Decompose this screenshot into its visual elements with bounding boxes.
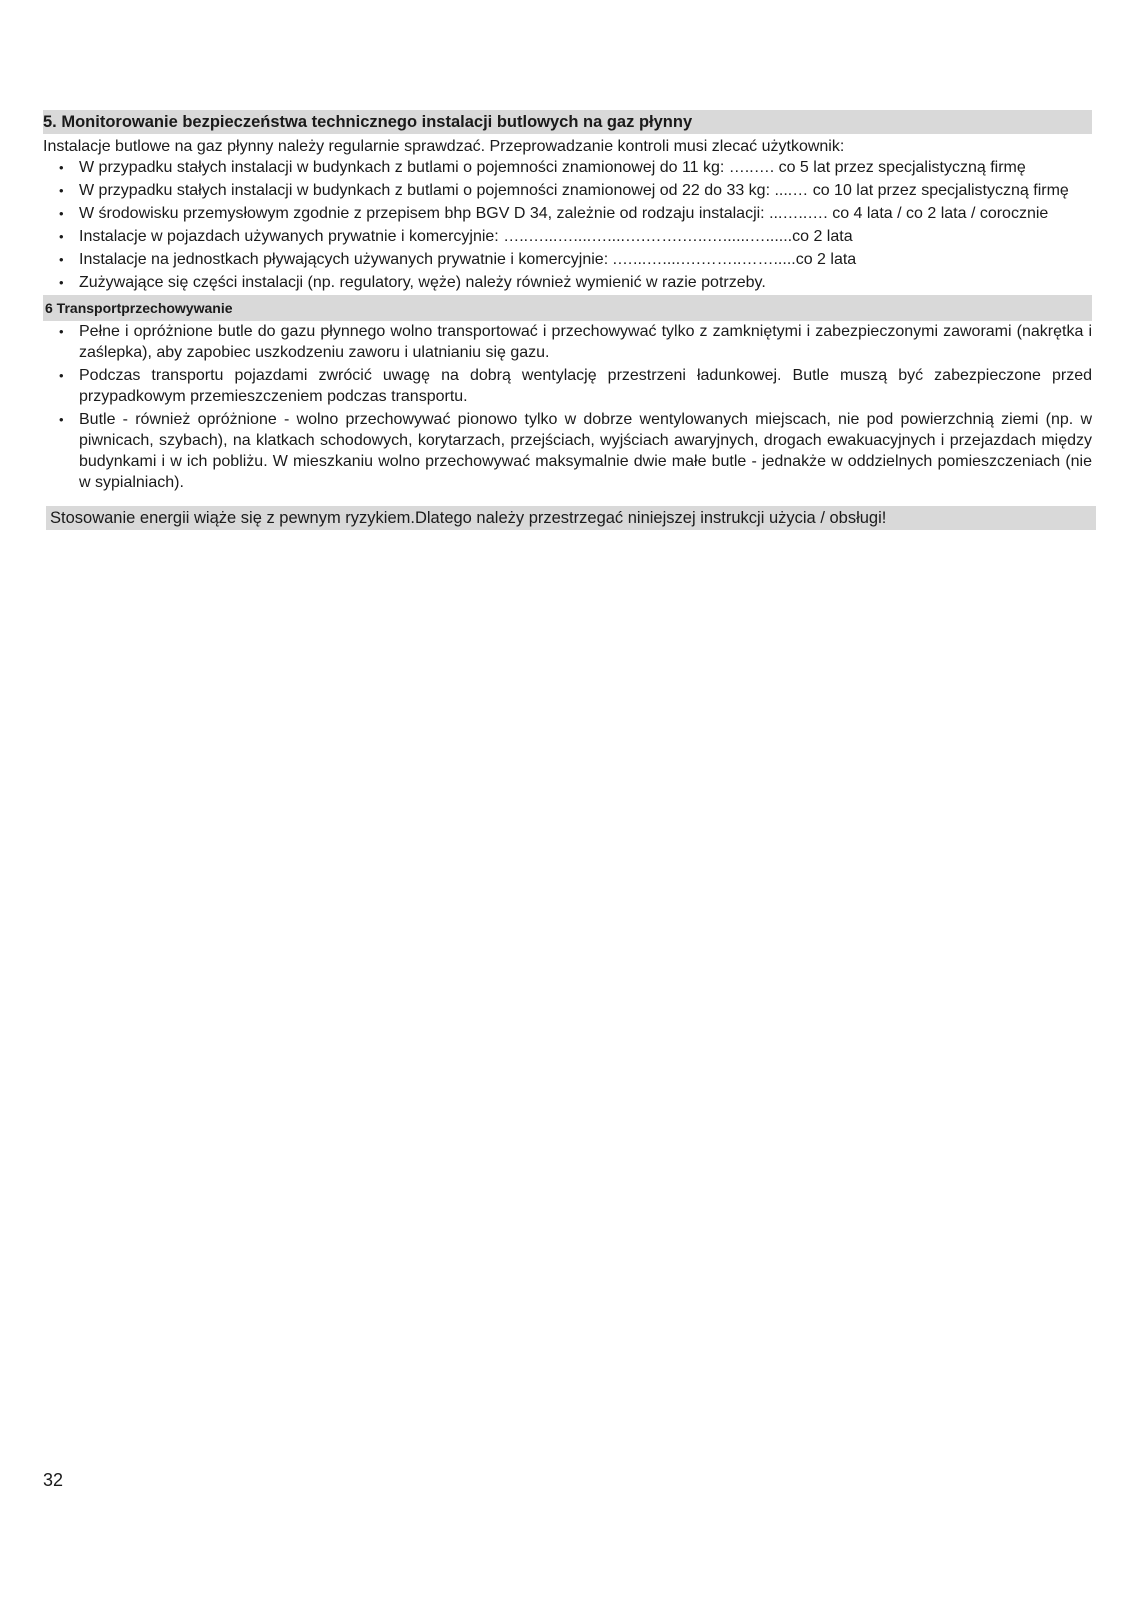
list-item (43, 226, 1092, 247)
bullet-icon: • (59, 324, 64, 339)
section-5-heading: 5. Monitorowanie bezpieczeństwa technicznego instalacji butlowych na gaz płynny (43, 110, 1092, 134)
section-5-intro: Instalacje butlowe na gaz płynny należy regularnie sprawdzać. Przeprowadzanie kontroli musi zlecać użytkownik: (43, 138, 845, 155)
list-item (43, 203, 1092, 224)
list-item (43, 157, 1092, 178)
section-5-list (43, 157, 1092, 293)
list-item-text: W przypadku stałych instalacji w budynkach z butlami o pojemności znamionowej do 11 kg: …..…. co 5 lat przez specjalistyczną firmę (79, 159, 1026, 176)
page-number: 32 (43, 1470, 64, 1490)
list-item-text: Instalacje na jednostkach pływających używanych prywatnie i komercyjnie: .…...…....….……..…….....co 2 lata (79, 251, 857, 268)
list-item (43, 249, 1092, 270)
warning-notice: Stosowanie energii wiąże się z pewnym ryzykiem.Dlatego należy przestrzegać niniejszej instrukcji użycia / obsługi! (46, 506, 1096, 530)
section-6-list (43, 321, 1092, 493)
document-page (43, 110, 1092, 530)
list-item-text: Butle - również opróżnione - wolno przechowywać pionowo tylko w dobrze wentylowanych miejscach, nie pod powierzchnią ziemi (np. w piwnicach, szybach), na klatkach schodowych, korytarzach, przejściach, wyjściach awaryjnych, drogach ewakuacyjnych i przejazdach między budynkami i w ich pobliżu. W mieszkaniu wolno przechowywać maksymalnie dwie małe butle - jednakże w oddzielnych pomieszczeniach (nie w sypialniach). (79, 411, 1092, 491)
bullet-icon: • (59, 206, 64, 221)
bullet-icon: • (59, 275, 64, 290)
bullet-icon: • (59, 368, 64, 383)
list-item-text: W środowisku przemysłowym zgodnie z przepisem bhp BGV D 34, zależnie od rodzaju instalacji: ...…..…. co 4 lata / co 2 lata / corocznie (79, 205, 1049, 222)
list-item (43, 180, 1092, 201)
bullet-icon: • (59, 229, 64, 244)
list-item (43, 272, 1092, 293)
bullet-icon: • (59, 160, 64, 175)
list-item (43, 365, 1092, 407)
list-item-text: Zużywające się części instalacji (np. regulatory, węże) należy również wymienić w razie potrzeby. (79, 274, 766, 291)
list-item (43, 409, 1092, 493)
list-item-text: Instalacje w pojazdach używanych prywatnie i komercyjnie: …..…...…....…....….…….…..…......…......co 2 lata (79, 228, 853, 245)
bullet-icon: • (59, 412, 64, 427)
list-item-text: Pełne i opróżnione butle do gazu płynnego wolno transportować i przechowywać tylko z zamkniętymi i zabezpieczonymi zaworami (nakrętka i zaślepka), aby zapobiec uszkodzeniu zaworu i ulatnianiu się gazu. (79, 323, 1092, 361)
section-6-heading: 6 Transportprzechowywanie (43, 295, 1092, 321)
list-item-text: Podczas transportu pojazdami zwrócić uwagę na dobrą wentylację przestrzeni ładunkowej. Butle muszą być zabezpieczone przed przypadkowym przemieszczeniem podczas transportu. (79, 367, 1092, 405)
bullet-icon: • (59, 183, 64, 198)
bullet-icon: • (59, 252, 64, 267)
list-item (43, 321, 1092, 363)
list-item-text: W przypadku stałych instalacji w budynkach z butlami o pojemności znamionowej od 22 do 33 kg: ....… co 10 lat przez specjalistyczną firmę (79, 182, 1069, 199)
